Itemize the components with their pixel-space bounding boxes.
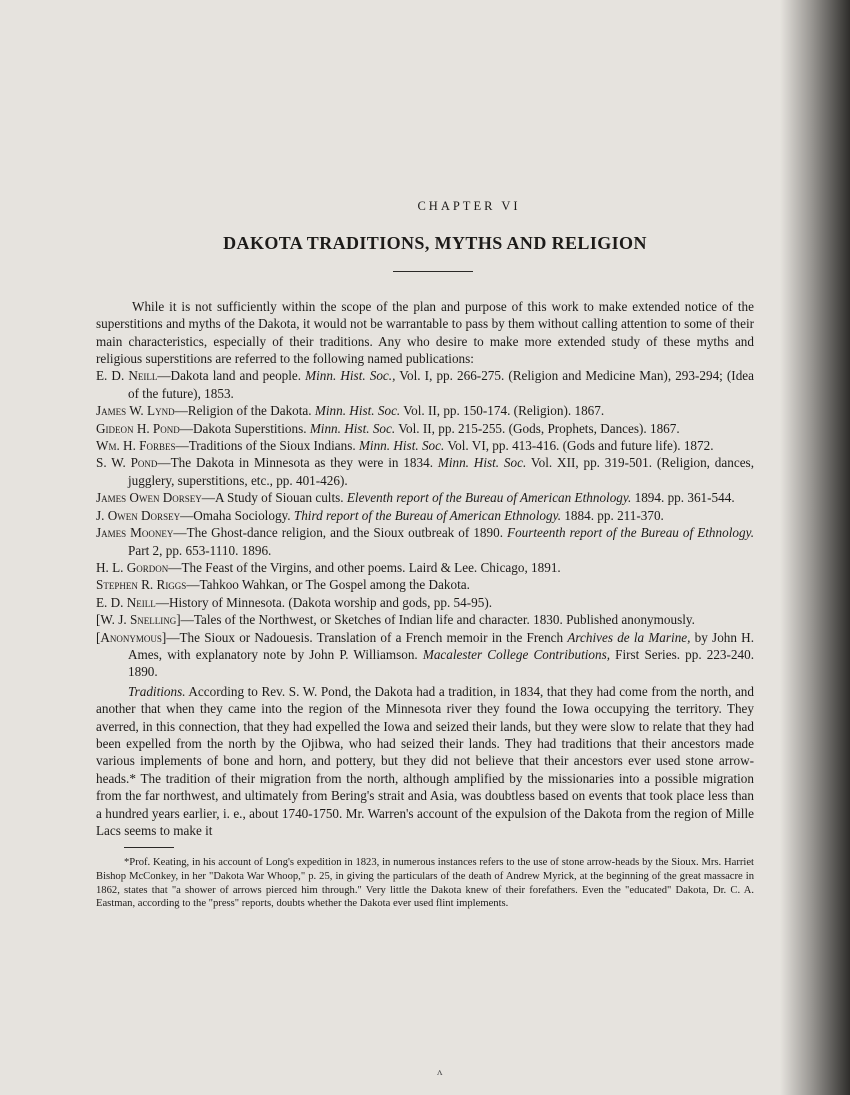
publication-text: —The Sioux or Nadouesis. Translation of a French memoir in the French xyxy=(166,629,568,645)
publication-details: Part 2, pp. 653-1110. 1896. xyxy=(128,542,272,558)
publication-details-2: First Series. pp. 223-240. 1890. xyxy=(128,646,754,680)
publication-author: H. L. Gordon xyxy=(96,559,169,575)
publication-details: Vol. II, pp. 215-255. (Gods, Prophets, Dances). 1867. xyxy=(395,420,680,436)
publication-text: —Dakota Superstitions. xyxy=(179,420,310,436)
publication-source: Archives de la Marine, xyxy=(567,629,691,645)
publication-list xyxy=(96,367,754,680)
publication-entry xyxy=(96,489,754,506)
publication-source: Eleventh report of the Bureau of American Ethnology. xyxy=(346,490,632,506)
publication-source-2: Macalester College Contributions, xyxy=(422,646,611,662)
publication-details: by John H. Ames, with explanatory note by John P. Williamson. xyxy=(128,629,755,662)
publication-entry xyxy=(96,611,754,628)
publication-entry xyxy=(96,524,754,559)
publication-author: E. D. Neill xyxy=(96,368,158,384)
traditions-paragraph xyxy=(96,683,754,840)
publication-author: [W. J. Snelling] xyxy=(96,612,181,628)
publication-details: 1884. pp. 211-370. xyxy=(561,507,664,523)
title-rule xyxy=(393,271,473,272)
publication-source: Minn. Hist. Soc. xyxy=(314,403,401,419)
publication-text: —Tales of the Northwest, or Sketches of Indian life and character. 1830. Published anonymously. xyxy=(180,612,695,628)
publication-text: —Omaha Sociology. xyxy=(180,507,294,523)
publication-entry xyxy=(96,367,754,402)
publication-source: Minn. Hist. Soc. xyxy=(309,420,396,436)
publication-author: [Anonymous] xyxy=(96,629,167,645)
publication-text: —Dakota land and people. xyxy=(157,368,306,384)
publication-text: —The Dakota in Minnesota as they were in 1834. xyxy=(157,455,438,471)
publication-entry xyxy=(96,576,754,593)
publication-text: —Religion of the Dakota. xyxy=(174,403,315,419)
publication-author: J. Owen Dorsey xyxy=(96,507,181,523)
publication-author: S. W. Pond xyxy=(96,455,158,471)
publication-author: James Owen Dorsey xyxy=(96,490,202,506)
publication-entry xyxy=(96,402,754,419)
intro-paragraph: While it is not sufficiently within the scope of the plan and purpose of this work to make extended notice of the superstitions and myths of the Dakota, it would not be warrantable to pass by them without calling attention to some of their main characteristics, especially of their traditions. Any who desire to make more extended study of these myths and religious superstitions are referred to the following named publications: xyxy=(96,298,754,367)
publication-entry xyxy=(96,420,754,437)
publication-entry xyxy=(96,629,754,681)
publication-entry xyxy=(96,437,754,454)
publication-details: 1894. pp. 361-544. xyxy=(631,490,735,506)
publication-entry xyxy=(96,559,754,576)
traditions-heading: Traditions. xyxy=(128,683,186,699)
footnote: *Prof. Keating, in his account of Long's expedition in 1823, in numerous instances refers to the use of stone arrow-heads by the Sioux. Mrs. Harriet Bishop McConkey, in her "Dakota War Whoop," p. 25, in giving the particulars of the death of Andrew Myrick, at the beginning of the great massacre in 1862, states that "a shower of arrows pierced him through." Very little the Dakota knew of their forefathers. Even the "educated" Dakota, Dr. C. A. Eastman, according to the "press" reports, doubts whether the Dakota ever used flint implements. xyxy=(96,857,754,910)
publication-details: Vol. II, pp. 150-174. (Religion). 1867. xyxy=(400,403,605,419)
publication-source: Minn. Hist. Soc. xyxy=(437,455,527,471)
publication-author: James Mooney xyxy=(96,525,174,541)
publication-text: —A Study of Siouan cults. xyxy=(201,490,347,506)
publication-entry xyxy=(96,454,754,489)
publication-author: Gideon H. Pond xyxy=(96,420,180,436)
publication-entry xyxy=(96,507,754,524)
publication-details: Vol. VI, pp. 413-416. (Gods and future life). 1872. xyxy=(444,438,714,454)
scan-edge-shadow xyxy=(780,0,850,1095)
publication-source: Third report of the Bureau of American Ethnology. xyxy=(293,507,562,523)
publication-source: Fourteenth report of the Bureau of Ethnology. xyxy=(507,525,754,541)
publication-text: —History of Minnesota. (Dakota worship and gods, pp. 54-95). xyxy=(155,594,493,610)
publication-author: Stephen R. Riggs xyxy=(96,577,187,593)
publication-text: —The Ghost-dance religion, and the Sioux outbreak of 1890. xyxy=(173,525,508,541)
publication-author: Wm. H. Forbes xyxy=(96,438,176,454)
publication-author: E. D. Neill xyxy=(96,594,156,610)
publication-author: James W. Lynd xyxy=(96,403,175,419)
book-page xyxy=(96,198,754,911)
chapter-label: CHAPTER VI xyxy=(417,199,521,213)
publication-text: —Tahkoo Wahkan, or The Gospel among the Dakota. xyxy=(186,577,470,593)
publication-text: —The Feast of the Virgins, and other poems. Laird & Lee. Chicago, 1891. xyxy=(168,559,561,575)
chapter-title: DAKOTA TRADITIONS, MYTHS AND RELIGION xyxy=(223,233,647,254)
footnote-rule xyxy=(124,847,174,848)
page-mark: ʌ xyxy=(437,1066,443,1078)
publication-source: Minn. Hist. Soc. xyxy=(358,438,445,454)
publication-text: —Traditions of the Sioux Indians. xyxy=(175,438,359,454)
publication-entry xyxy=(96,594,754,611)
publication-source: Minn. Hist. Soc., xyxy=(305,368,396,384)
traditions-text: According to Rev. S. W. Pond, the Dakota had a tradition, in 1834, that they had come from the north, and another that when they came into the region of the Minnesota river they found the Iowa occupying the territory. They averred, in this connection, that they had expelled the Iowa and seized their lands, but they were slow to relate that they had been expelled from the north by the Ojibwa, who had seized their lands. They had traditions that their ancestors made various implements of bone and horn, and pottery, but they did not believe that their ancestors ever used stone arrow-heads.* The tradition of their migration from the north, although amplified by the missionaries into a possible migration from the far northwest, and ultimately from Bering's strait and Asia, was doubtless based on events that took place less than a hundred years earlier, i. e., about 1740-1750. Mr. Warren's account of the expulsion of the Dakota from the region of Mille Lacs seems to make it xyxy=(96,683,754,838)
publication-details: Vol. XII, pp. 319-501. (Religion, dances, jugglery, superstitions, etc., pp. 401-426). xyxy=(128,455,754,488)
publication-details: Vol. I, pp. 266-275. (Religion and Medicine Man), 293-294; (Idea of the future), 1853. xyxy=(128,368,754,401)
